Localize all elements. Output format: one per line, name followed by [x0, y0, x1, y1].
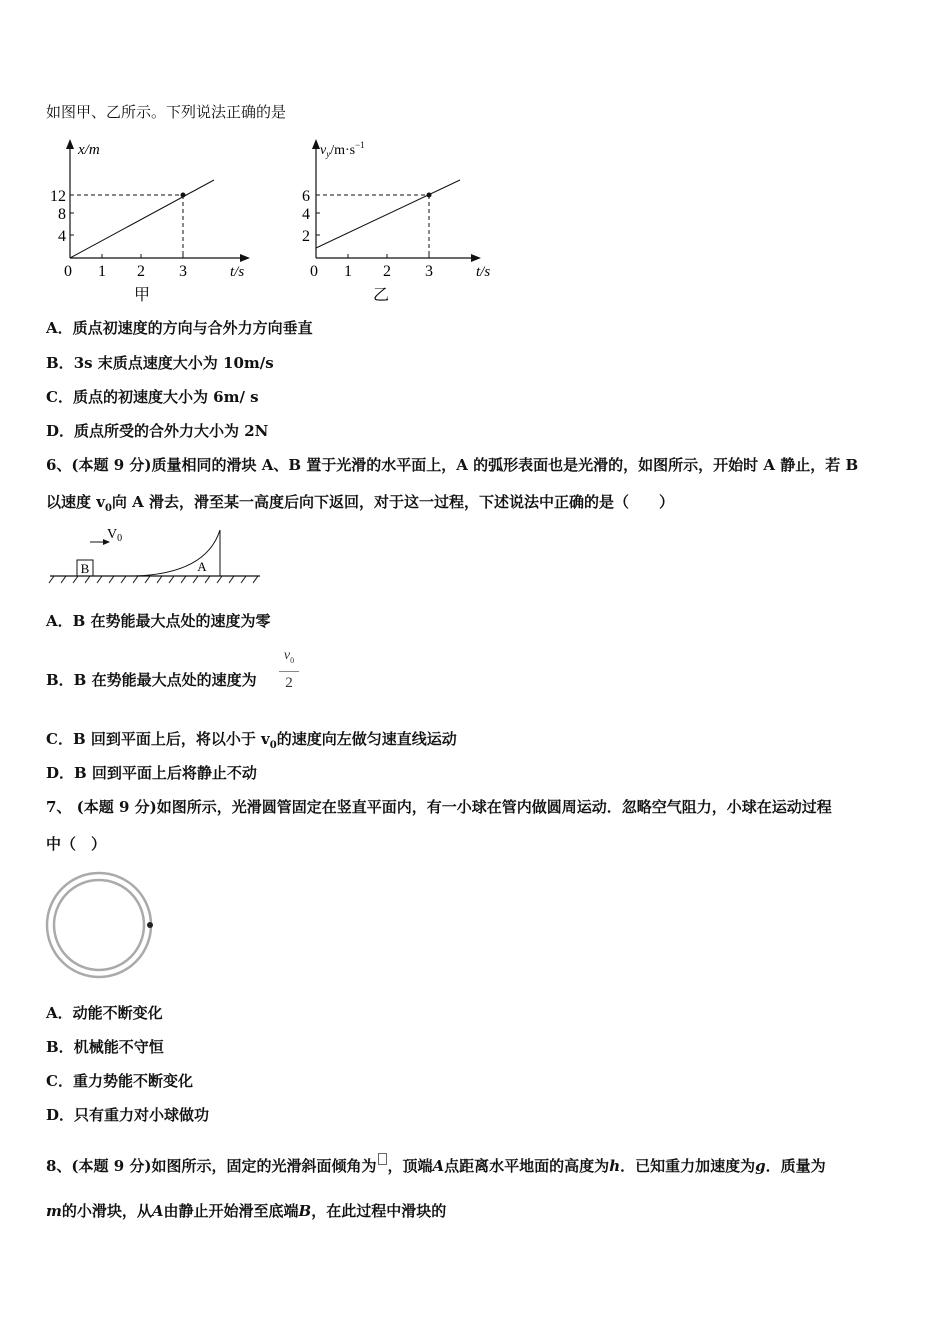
q7-circular-tube-figure	[44, 870, 156, 982]
q8-line1-a: 8、(本题 9 分)如图所示，固定的光滑斜面倾角为	[46, 1157, 377, 1175]
q7-option-a	[46, 1003, 163, 1023]
jia-x-tick-0: 0	[64, 263, 72, 280]
intro-text: 如图甲、乙所示。下列说法正确的是	[46, 103, 287, 121]
q7-option-c-text: 重力势能不断变化	[72, 1072, 193, 1090]
q6-velocity-main: V	[107, 527, 118, 542]
q7-option-b-text: 机械能不守恒	[73, 1038, 164, 1056]
q7-option-c-letter: C．	[46, 1072, 73, 1090]
jia-x-tick-3: 3	[179, 263, 187, 280]
q6-stem-line2-a: 以速度 v	[46, 493, 105, 511]
q6-figure	[46, 524, 266, 588]
yi-y-tick-4: 4	[302, 206, 310, 223]
yi-y-label-main: v	[320, 143, 327, 158]
q7-option-c	[46, 1071, 193, 1091]
q6-stem-line2-b: 向 A 滑去，滑至某一高度后向下返回，对于这一过程，下述说法中正确的是（ ）	[111, 493, 675, 511]
q7-ball	[147, 922, 153, 928]
q8-line1-c: 点距离水平地面的高度为	[444, 1157, 610, 1175]
q7-stem-line2: 中（ ）	[46, 835, 107, 853]
q6-fraction-den: 2	[285, 674, 293, 691]
q8-var-h: h	[609, 1157, 621, 1175]
jia-x-tick-2: 2	[137, 263, 145, 280]
jia-y-tick-8: 8	[58, 206, 66, 223]
q8-stem-line2	[46, 1201, 446, 1221]
q8-line2-a: 的小滑块，从	[61, 1202, 152, 1220]
yi-y-tick-2: 2	[302, 228, 310, 245]
yi-y-label-exp: −1	[355, 140, 365, 150]
q8-stem-line1	[46, 1153, 826, 1176]
jia-x-tick-1: 1	[98, 263, 106, 280]
yi-x-tick-3: 3	[425, 263, 433, 280]
q7-option-d-text: 只有重力对小球做功	[74, 1106, 210, 1124]
jia-y-label: x/m	[78, 142, 100, 158]
q6-velocity-label	[107, 527, 122, 544]
q5-option-a-text: 质点初速度的方向与合外力方向垂直	[72, 319, 313, 337]
q7-stem-line1: 7、 (本题 9 分)如图所示，光滑圆管固定在竖直平面内，有一小球在管内做圆周运动．忽略空气阻力，小球在运动过程	[46, 798, 832, 816]
q6-fraction-num-main: v	[283, 648, 291, 663]
jia-y-tick-12: 12	[50, 188, 66, 205]
q7-option-a-letter: A．	[46, 1004, 73, 1022]
q6-option-d: D．B 回到平面上后将静止不动	[46, 764, 257, 782]
q8-line1-d: ．已知重力加速度为	[620, 1157, 756, 1175]
q6-option-a: A．B 在势能最大点处的速度为零	[46, 612, 271, 630]
q5-option-d	[46, 421, 268, 441]
q5-option-b-letter: B．	[46, 354, 74, 372]
q6-stem-line2	[46, 492, 674, 519]
q6-stem-v0-sub: 0	[104, 503, 112, 514]
q8-var-a: A	[432, 1157, 445, 1175]
q6-block-a-label: A	[197, 559, 207, 574]
graph-jia	[40, 136, 260, 306]
q7-option-a-text: 动能不断变化	[72, 1004, 163, 1022]
q7-option-d-letter: D．	[46, 1106, 75, 1124]
yi-x-tick-1: 1	[344, 263, 352, 280]
q6-option-c-b: 的速度向左做匀速直线运动	[276, 730, 457, 748]
q6-stem-line1: 6、(本题 9 分)质量相同的滑块 A、B 置于光滑的水平面上，A 的弧形表面也是光滑的，如图所示，开始时 A 静止，若 B	[46, 456, 859, 474]
yi-y-label-unit: /m·s	[330, 143, 356, 158]
yi-x-tick-2: 2	[383, 263, 391, 280]
q5-option-d-text: 质点所受的合外力大小为 2N	[74, 422, 269, 440]
q8-line1-e: ．质量为	[765, 1157, 826, 1175]
q6-velocity-sub: 0	[117, 533, 123, 544]
q7-option-b-letter: B．	[46, 1038, 74, 1056]
q5-option-d-letter: D．	[46, 422, 75, 440]
q5-option-b	[46, 353, 274, 373]
q5-option-a	[46, 318, 313, 338]
q8-var-b: B	[298, 1202, 312, 1220]
yi-caption: 乙	[372, 287, 390, 304]
q8-missing-glyph-icon	[378, 1153, 387, 1165]
q8-var-a-2: A	[151, 1202, 164, 1220]
q8-line2-b: 由静止开始滑至底端	[163, 1202, 299, 1220]
q6-option-c	[46, 729, 457, 756]
yi-y-tick-6: 6	[302, 188, 310, 205]
q6-option-b: B．B 在势能最大点处的速度为	[46, 671, 257, 689]
q6-block-b-label: B	[80, 561, 90, 576]
q6-fraction	[279, 648, 299, 692]
jia-caption: 甲	[133, 287, 151, 304]
q8-line2-c: ，在此过程中滑块的	[311, 1202, 447, 1220]
jia-y-tick-4: 4	[58, 228, 66, 245]
q6-fraction-num-sub: 0	[290, 655, 295, 665]
yi-y-label-sub: y	[326, 149, 331, 159]
jia-x-label: t/s	[230, 264, 245, 280]
q6-option-c-sub: 0	[269, 740, 277, 751]
yi-x-tick-0: 0	[310, 263, 318, 280]
q5-option-c-letter: C．	[46, 388, 73, 406]
q8-var-g: g	[755, 1157, 766, 1175]
q5-option-c-text: 质点的初速度大小为 6m/ s	[72, 388, 259, 406]
q6-option-c-a: C．B 回到平面上后，将以小于 v	[46, 730, 270, 748]
q8-var-m: m	[46, 1202, 62, 1220]
q5-option-b-text: 3s 末质点速度大小为 10m/s	[73, 354, 274, 372]
q8-line1-b: ，顶端	[387, 1157, 433, 1175]
graph-yi	[286, 136, 506, 306]
yi-x-label: t/s	[476, 264, 491, 280]
q5-option-c	[46, 387, 259, 407]
q7-option-b	[46, 1037, 164, 1057]
yi-y-label	[320, 140, 365, 159]
q5-option-a-letter: A．	[46, 319, 73, 337]
q7-option-d	[46, 1105, 209, 1125]
